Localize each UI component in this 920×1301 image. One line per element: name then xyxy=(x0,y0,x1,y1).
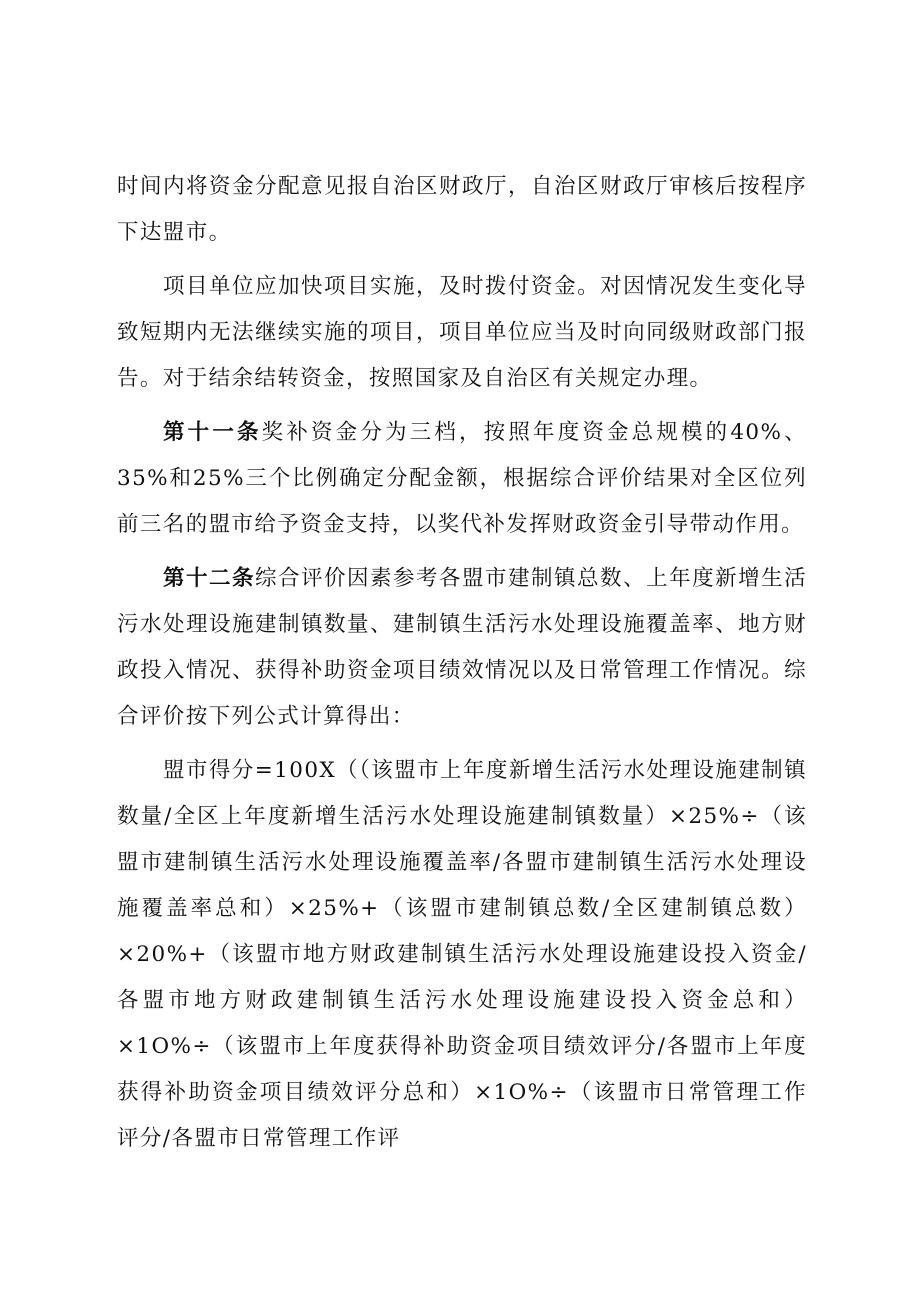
paragraph-text: 盟市得分=100X（（该盟市上年度新增生活污水处理设施建制镇数量/全区上年度新增生活污水处理设施建制镇数量）×25%÷（该盟市建制镇生活污水处理设施覆盖率/各盟市建制镇生活污水处理设施覆盖率总和）×25%+（该盟市建制镇总数/全区建制镇总数）×20%+（该盟市地方财政建制镇生活污水处理设施建设投入资金/各盟市地方财政建制镇生活污水处理设施建设投入资金总和）×1O%÷（该盟市上年度获得补助资金项目绩效评分/各盟市上年度获得补助资金项目绩效评分总和）×1O%÷（该盟市日常管理工作评分/各盟市日常管理工作评 xyxy=(117,758,807,1151)
paragraph-allocation-continuation xyxy=(117,164,807,256)
paragraph-text: 综合评价因素参考各盟市建制镇总数、上年度新增生活污水处理设施建制镇数量、建制镇生活污水处理设施覆盖率、地方财政投入情况、获得补助资金项目绩效情况以及日常管理工作情况。综合评价按下列公式计算得出： xyxy=(117,566,807,729)
paragraph-article-11 xyxy=(117,410,807,548)
paragraph-text: 奖补资金分为三档，按照年度资金总规模的40%、35%和25%三个比例确定分配金额，根据综合评价结果对全区位列前三名的盟市给予资金支持，以奖代补发挥财政资金引导带动作用。 xyxy=(117,420,807,537)
paragraph-score-formula xyxy=(117,748,807,1162)
article-label: 第十一条 xyxy=(163,420,262,445)
paragraph-project-implementation xyxy=(117,264,807,402)
paragraph-text: 时间内将资金分配意见报自治区财政厅，自治区财政厅审核后按程序下达盟市。 xyxy=(117,174,807,245)
article-label: 第十二条 xyxy=(163,566,256,591)
paragraph-article-12 xyxy=(117,556,807,740)
paragraph-text: 项目单位应加快项目实施，及时拨付资金。对因情况发生变化导致短期内无法继续实施的项目，项目单位应当及时向同级财政部门报告。对于结余结转资金，按照国家及自治区有关规定办理。 xyxy=(117,274,807,391)
document-body xyxy=(117,164,807,1162)
